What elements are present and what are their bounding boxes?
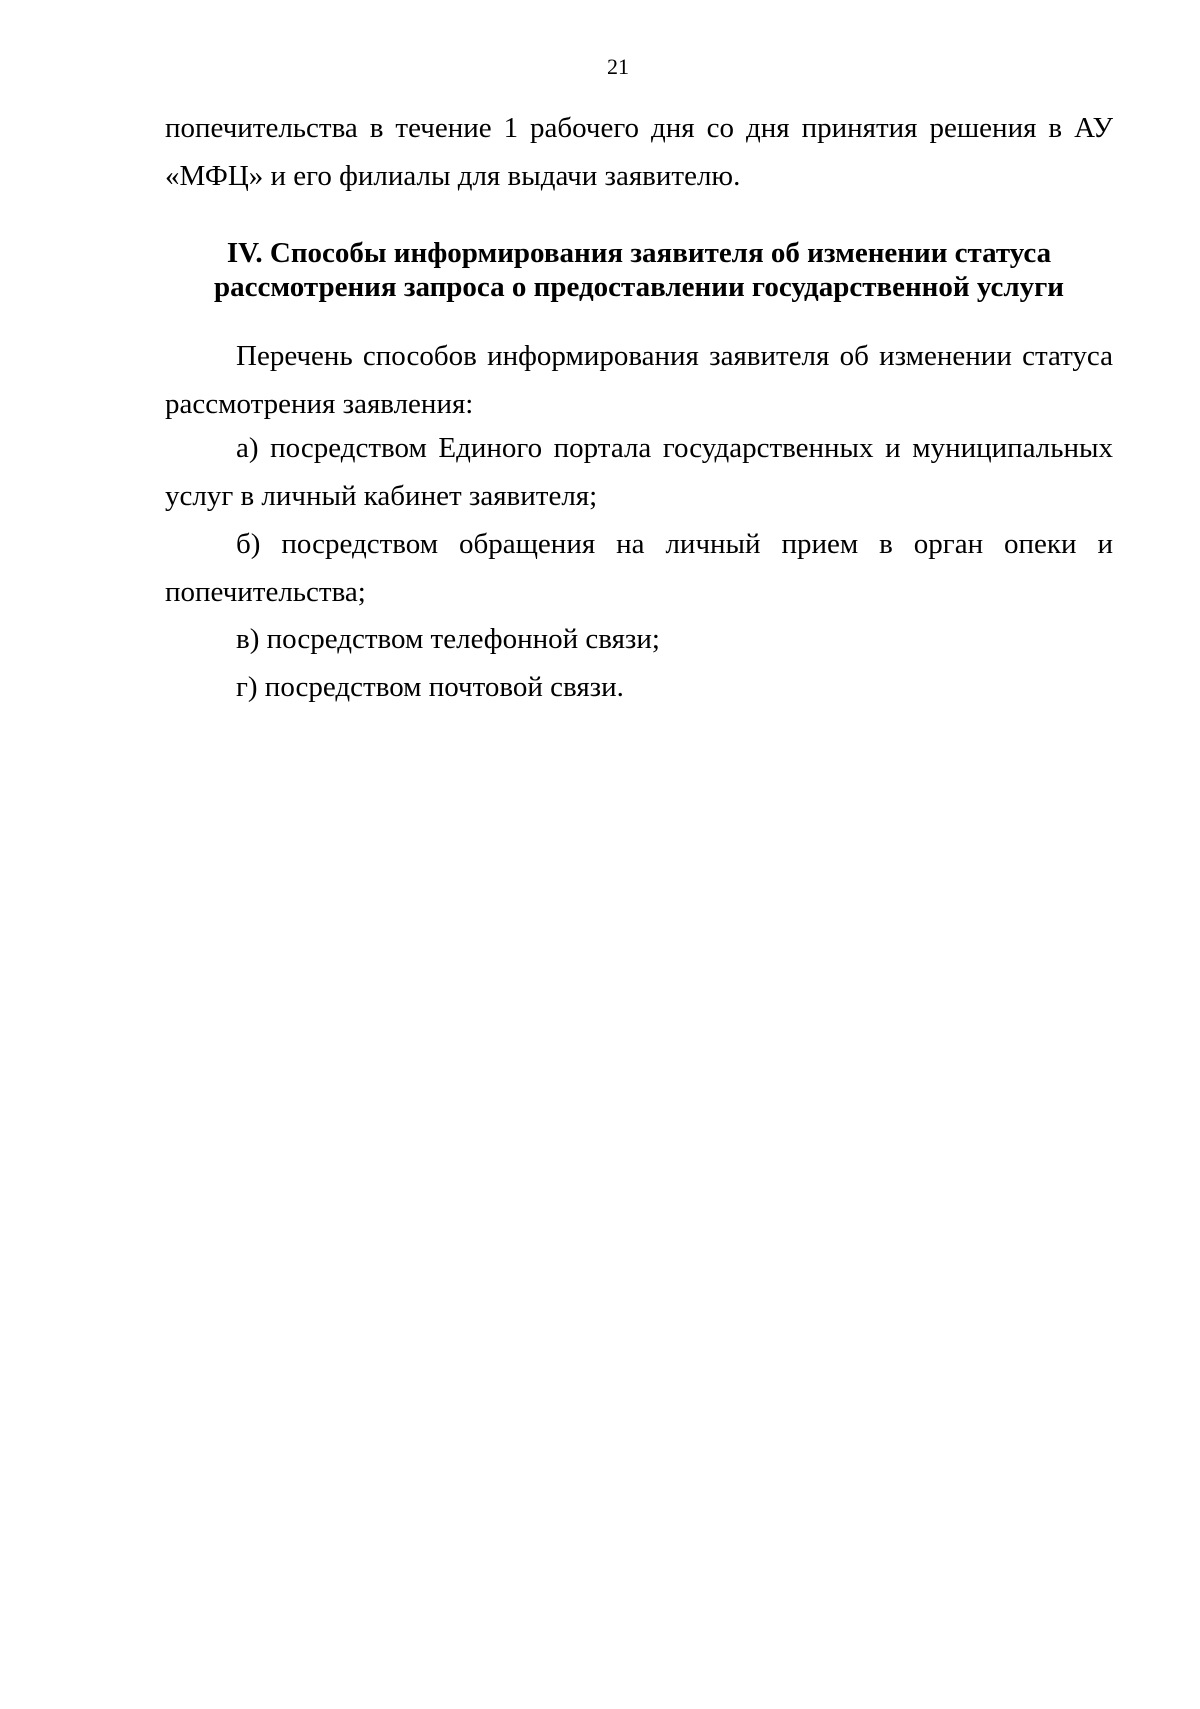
section-heading-line-1: IV. Способы информирования заявителя об изменении статуса — [226, 237, 1052, 269]
list-item-a: а) посредством Единого портала государственных и муниципальных услуг в личный кабинет заявителя; — [165, 432, 1113, 512]
page-number: 21 — [607, 54, 629, 79]
list-item-g: г) посредством почтовой связи. — [236, 671, 624, 703]
section-heading — [165, 236, 1113, 304]
list-item-v: в) посредством телефонной связи; — [236, 623, 660, 655]
continuation-paragraph: попечительства в течение 1 рабочего дня со дня принятия решения в АУ «МФЦ» и его филиалы для выдачи заявителю. — [165, 112, 1113, 192]
list-item-b: б) посредством обращения на личный прием в орган опеки и попечительства; — [165, 528, 1113, 608]
section-heading-line-2: рассмотрения запроса о предоставлении государственной услуги — [214, 271, 1064, 303]
intro-paragraph: Перечень способов информирования заявителя об изменении статуса рассмотрения заявления: — [165, 340, 1113, 420]
